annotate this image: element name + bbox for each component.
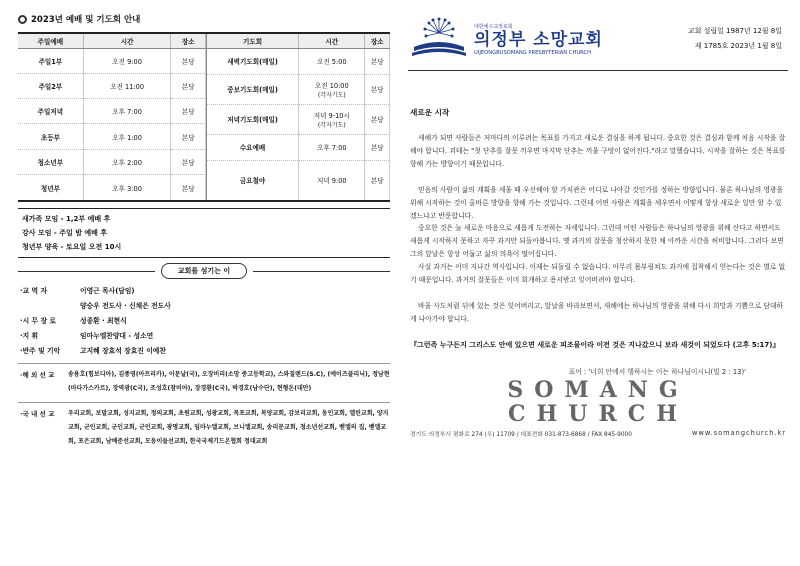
- prayer-table: [206, 34, 390, 200]
- table-row: [207, 160, 390, 200]
- note-item: 청년부 양육 - 토요일 오전 10시: [22, 243, 122, 251]
- prayer-name: 수요예배: [207, 134, 299, 160]
- table-header: 장소: [171, 34, 206, 48]
- staff-row: ·지 휘 임마누엘찬양대 - 성소연: [20, 331, 154, 340]
- church-header: [408, 10, 788, 68]
- schedule-tables: [18, 32, 390, 202]
- missionary-item: 김종영(아프리카): [118, 371, 165, 378]
- paragraph: 중요한 것은 늘 새로운 마음으로 새롭게 도전하는 자세입니다. 그런데 어떤 사람들은 하나님의 영광을 위해 산다고 하면서도 새롭게 시작하지 못하고 자꾸 과거만 되돌아봅니다. 옛 과거의 잘못을 청산하지 못한 채 아까운 시간을 허비합니다. 그러다 보면 그의 앞날은 항상 어둡고 삶의 의욕이 떨어집니다.: [410, 224, 784, 259]
- table-header: 시간: [83, 34, 171, 48]
- service-name: 청년부: [18, 175, 83, 200]
- prayer-name: 저녁기도회(매일): [207, 104, 299, 134]
- paragraph: 새해가 되면 사람들은 저마다의 이루려는 목표를 가지고 새로운 결심을 하게 됩니다. 중요한 것은 결심과 함께 처음 시작을 잘해야 합니다. 괴테는 "첫 단추를 잘못 끼우면 마지막 단추는 끼울 구멍이 없어진다."라고 말했습니다. 시작을 잘하는 것은 목표를 향해 가는 방향이기 때문입니다.: [410, 134, 786, 168]
- missionary-item: 조성호(참비아): [150, 385, 191, 392]
- service-place: 본당: [171, 175, 206, 200]
- missionary-item: (에이즈클리닉): [327, 371, 368, 378]
- staff-heading: 교회를 섬기는 이: [18, 264, 390, 278]
- note-item: 강사 모임 - 주일 밤 예배 후: [22, 229, 108, 237]
- paragraph: 사실 과거는 이미 지나간 역사입니다. 이제는 되돌릴 수 없습니다. 아무리 몸부림쳐도 과거에 집착해서 얻는다는 것은 별로 없기 때문입니다. 과거의 잘못들은 이미 회개하고 용서받고 잊어버려야 합니다.: [410, 263, 786, 285]
- service-place: 본당: [171, 149, 206, 174]
- service-time: 오후 1:00: [83, 124, 171, 149]
- prayer-name: 금요철야: [207, 160, 299, 200]
- church-identity: 대한예수교장로회 의정부 소망교회 UIJEONGBUSOMANG PRESBYTERIAN CHURCH: [474, 23, 603, 56]
- service-place: 본당: [171, 124, 206, 149]
- prayer-place: 본당: [365, 104, 390, 134]
- table-row: [18, 175, 206, 200]
- motto: 표어 : '너희 안에서 행하시는 이는 하나님이시니(빌 2 : 13)': [568, 367, 746, 376]
- domestic-missions: ·국 내 선 교 우리교회, 보말교회, 성지교회, 정의교회, 초원교회, 성광교회, 목포교회, 목양교회, 감보리교회, 동인교회, 엘린교회, 양지교회, 군인교회, 군인교회, 군인교회, 광명교회, 임마누엘교회, 브니엘교회, 송리문교회, 청소년선교회, 벧엘의 집, 벧엘교회, 포은교회, 남예준선교회, 모동이들선교회, 한국국제기드온협회 정대교회: [20, 410, 389, 445]
- missionary-item: 스와질랜드(S.C): [277, 371, 324, 378]
- overseas-missions: ·해 외 선 교 송용호(힘보디아), 김종영(아프리카), 이문날(국), 오장비리(소망 중고등학교), 스와질랜드(S.C), (에이즈클리닉), 정남현(마다가스카르), 장역광(C국), 조성호(참비아), 장경환(C국), 박경호(남수단), 현형돈(대만): [20, 371, 390, 392]
- prayer-time: 저녁 9:00: [299, 160, 365, 200]
- service-place: 본당: [171, 99, 206, 124]
- prayer-place: 본당: [365, 48, 390, 74]
- service-place: 본당: [171, 48, 206, 73]
- scripture-quote: 『그런즉 누구든지 그리스도 안에 있으면 새로운 피조물이라 이전 것은 지나갔으니 보라 새것이 되었도다 (고후 5:17)』: [410, 340, 780, 349]
- prayer-place: 본당: [365, 74, 390, 104]
- prayer-time: 오전 10:00 (각자기도): [299, 74, 365, 104]
- paragraph: 믿음의 사람이 삶의 계획을 세울 때 우선해야 할 가치관은 어디로 나아갈 것인가를 정하는 방향입니다. 물론 하나님의 영광을 위해 시작하는 것이 올바른 방향을 향해 가는 것입니다. 그런데 어떤 사람은 계획을 세우면서 어떻게 항상 새로운 일만 할 수 있겠느냐고 반문합니다.: [410, 185, 784, 220]
- table-row: [207, 134, 390, 160]
- table-row: [207, 74, 390, 104]
- article-title: 새로운 시작: [410, 108, 450, 117]
- prayer-place: 본당: [365, 134, 390, 160]
- article-body: [410, 132, 786, 326]
- service-time: 오후 3:00: [83, 175, 171, 200]
- gathering-notes: [18, 208, 390, 258]
- worship-table: [18, 34, 206, 200]
- table-row: [18, 73, 206, 98]
- left-column: [18, 10, 390, 449]
- table-row: [207, 48, 390, 74]
- table-header: 기도회: [207, 34, 299, 48]
- schedule-title: 2023년 예배 및 기도회 안내: [18, 10, 390, 28]
- missionary-item: 이문날(국): [168, 371, 198, 378]
- service-name: 초등부: [18, 124, 83, 149]
- service-time: 오전 11:00: [83, 73, 171, 98]
- table-header: 주일예배: [18, 34, 83, 48]
- circle-bullet-icon: [18, 15, 27, 24]
- missionary-item: 장경환(C국): [194, 385, 228, 392]
- service-name: 청소년부: [18, 149, 83, 174]
- service-time: 오후 7:00: [83, 99, 171, 124]
- service-name: 주일2부: [18, 73, 83, 98]
- table-row: [18, 99, 206, 124]
- prayer-place: 본당: [365, 160, 390, 200]
- issue-info: 교회 설립일 1987년 12월 8일 제 1785호 2023년 1월 8일: [687, 27, 782, 50]
- church-logo-icon: [408, 15, 470, 63]
- staff-row: ·반주 및 기악 고지혜 장효석 장효진 이예찬: [20, 346, 166, 355]
- prayer-time: 오전 5:00: [299, 48, 365, 74]
- missionary-item: 현형돈(대만): [276, 385, 312, 392]
- staff-list: [18, 282, 390, 449]
- service-time: 오후 2:00: [83, 149, 171, 174]
- note-item: 새가족 모임 - 1,2부 예배 후: [22, 215, 111, 223]
- staff-row: ·시 무 장 로 성종환 · 최현식: [20, 316, 127, 325]
- service-name: 주일저녁: [18, 99, 83, 124]
- table-header: 장소: [365, 34, 390, 48]
- prayer-time: 저녁 9-10시 (각자기도): [299, 104, 365, 134]
- missionary-item: 장역광(C국): [112, 385, 146, 392]
- table-row: [207, 104, 390, 134]
- service-place: 본당: [171, 73, 206, 98]
- prayer-name: 새벽기도회(매일): [207, 48, 299, 74]
- table-row: [18, 124, 206, 149]
- missionary-item: 오장비리(소망 중고등학교): [201, 371, 274, 378]
- missionary-item: 정남현(마다가스카르): [68, 371, 390, 392]
- english-church-name: SOMANG CHURCH: [507, 376, 689, 427]
- prayer-name: 중보기도회(매일): [207, 74, 299, 104]
- service-time: 오전 9:00: [83, 48, 171, 73]
- paragraph: 바울 사도처럼 뒤에 있는 것은 잊어버리고, 앞날을 바라보면서, 새해에는 하나님의 영광을 위해 다시 희망과 기쁨으로 담대하게 나아가야 합니다.: [410, 301, 784, 323]
- website-link[interactable]: www.somangchurch.kr: [692, 428, 786, 437]
- missionary-item: 박경호(남수단): [232, 385, 273, 392]
- staff-row: ·교 역 자 이영근 목사(담임): [20, 286, 135, 295]
- prayer-time: 오후 7:00: [299, 134, 365, 160]
- table-header: 시간: [299, 34, 365, 48]
- missionary-item: 송용호(힘보디아): [68, 371, 115, 378]
- staff-row: 양승우 전도사 · 신채은 전도사: [80, 301, 171, 310]
- contact-footer: 경기도 의정부시 평화로 274 (우) 11709 / 대표전화 031-873-6868 / FAX 845-9000 www.somangchurch.kr: [410, 428, 786, 438]
- table-row: [18, 48, 206, 73]
- service-name: 주일1부: [18, 48, 83, 73]
- right-column: [408, 10, 788, 438]
- church-name: 의정부 소망교회: [474, 29, 603, 50]
- column-article: [408, 107, 788, 438]
- table-row: [18, 149, 206, 174]
